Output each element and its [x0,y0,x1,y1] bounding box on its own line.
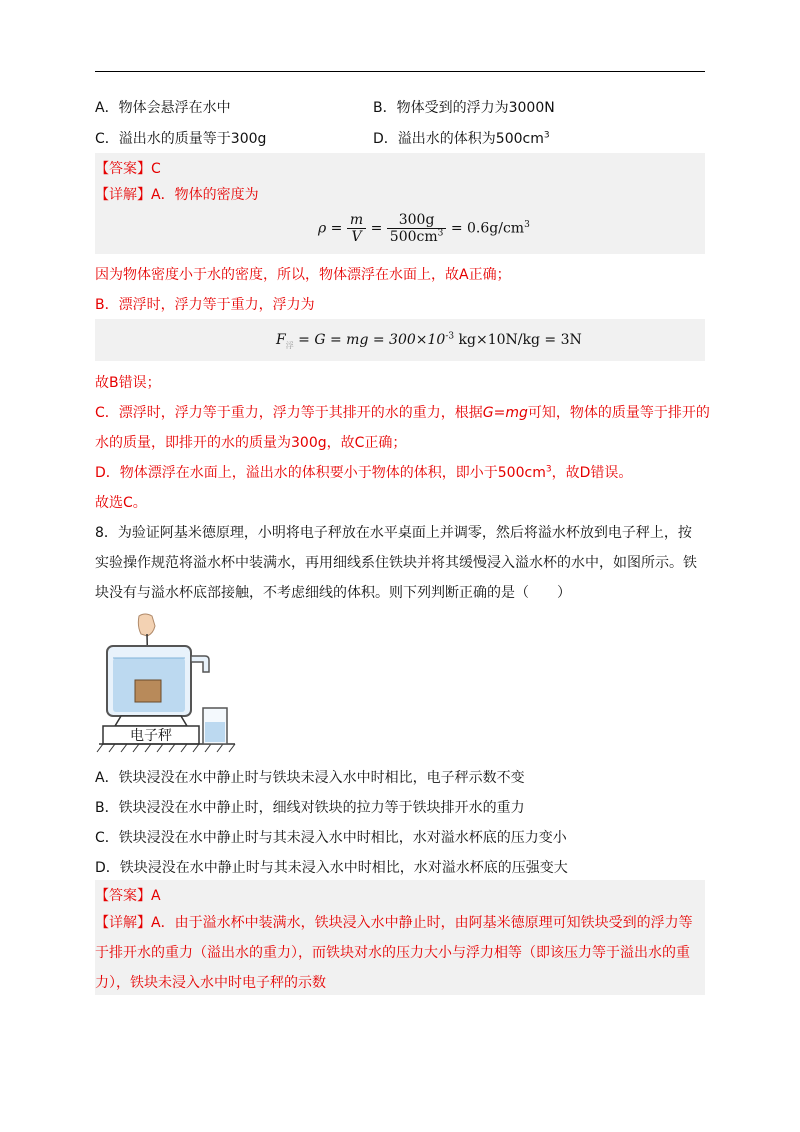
q7-detail-c1: C．漂浮时，浮力等于重力，浮力等于其排开的水的重力，根据G=mg可知，物体的质量等于排开的 [95,405,710,421]
q7-option-c: C．溢出水的质量等于300g [95,131,267,147]
q7-detail-c2: 水的质量，即排开的水的质量为300g，故C正确； [95,435,407,451]
fraction-mass-over-volume: $\frac{300g}{500cm^3}$ [387,212,447,245]
hand-icon [138,614,155,636]
q8-option-d: D．铁块浸没在水中静止时与其未浸入水中时相比，水对溢水杯底的压强变大 [95,860,568,876]
q7-answer: 【答案】C [95,161,161,177]
q8-answer: 【答案】A [95,888,161,904]
q7-detail-a: 【详解】A．物体的密度为 [95,187,259,203]
density-formula: ρ = $\frac{m}{V}$ = $\frac{300g}{500cm^3}$ = $0.6g/cm^3$ [318,212,530,245]
q7-detail-d: D．物体漂浮在水面上，溢出水的体积要小于物体的体积，即小于$500cm^3$，故D错误。 [95,464,633,481]
overflow-can-diagram [95,612,255,760]
q8-option-b: B．铁块浸没在水中静止时，细线对铁块的拉力等于铁块排开水的重力 [95,800,525,816]
q8-detail-line1: 【详解】A．由于溢水杯中装满水，铁块浸入水中静止时，由阿基米德原理可知铁块受到的浮力等 [95,915,693,931]
q8-detail-line2: 于排开水的重力（溢出水的重力），而铁块对水的压力大小与浮力相等（即该压力等于溢出水的重 [95,945,690,961]
scale-label: 电子秤 [130,728,172,744]
spout [191,656,209,672]
iron-block [135,680,161,702]
q7-option-d: D．溢出水的体积为$500cm^3$ [373,130,550,147]
q7-detail-b: B．漂浮时，浮力等于重力，浮力为 [95,297,315,313]
q7-conclusion-b: 故B错误； [95,375,161,391]
fraction-m-over-v: $\frac{m}{V}$ [347,212,366,245]
q7-option-a: A．物体会悬浮在水中 [95,100,231,116]
overflow-water [205,722,225,742]
q7-conclusion-a: 因为物体密度小于水的密度，所以，物体漂浮在水面上，故A正确； [95,267,511,283]
q8-option-a: A．铁块浸没在水中静止时与铁块未浸入水中时相比，电子秤示数不变 [95,770,525,786]
q8-detail-line3: 力），铁块未浸入水中时电子秤的示数 [95,975,326,991]
header-rule [95,71,705,72]
q8-stem-line2: 实验操作规范将溢水杯中装满水，再用细线系住铁块并将其缓慢浸入溢水杯的水中，如图所示。铁 [95,555,697,571]
buoyancy-formula: $F_浮 = G$ = mg = $300\times 10^{-3}$ kg×10N/kg = 3N [276,331,582,350]
q8-stem-line1: 8．为验证阿基米德原理，小明将电子秤放在水平桌面上并调零，然后将溢水杯放到电子秤上，按 [95,525,692,541]
q8-option-c: C．铁块浸没在水中静止时与其未浸入水中时相比，水对溢水杯底的压力变小 [95,830,567,846]
q8-stem-line3: 块没有与溢水杯底部接触，不考虑细线的体积。则下列判断正确的是（ ） [95,585,571,601]
experiment-figure [95,612,255,760]
q7-option-b: B．物体受到的浮力为3000N [373,100,555,116]
q7-choose: 故选C。 [95,495,147,511]
